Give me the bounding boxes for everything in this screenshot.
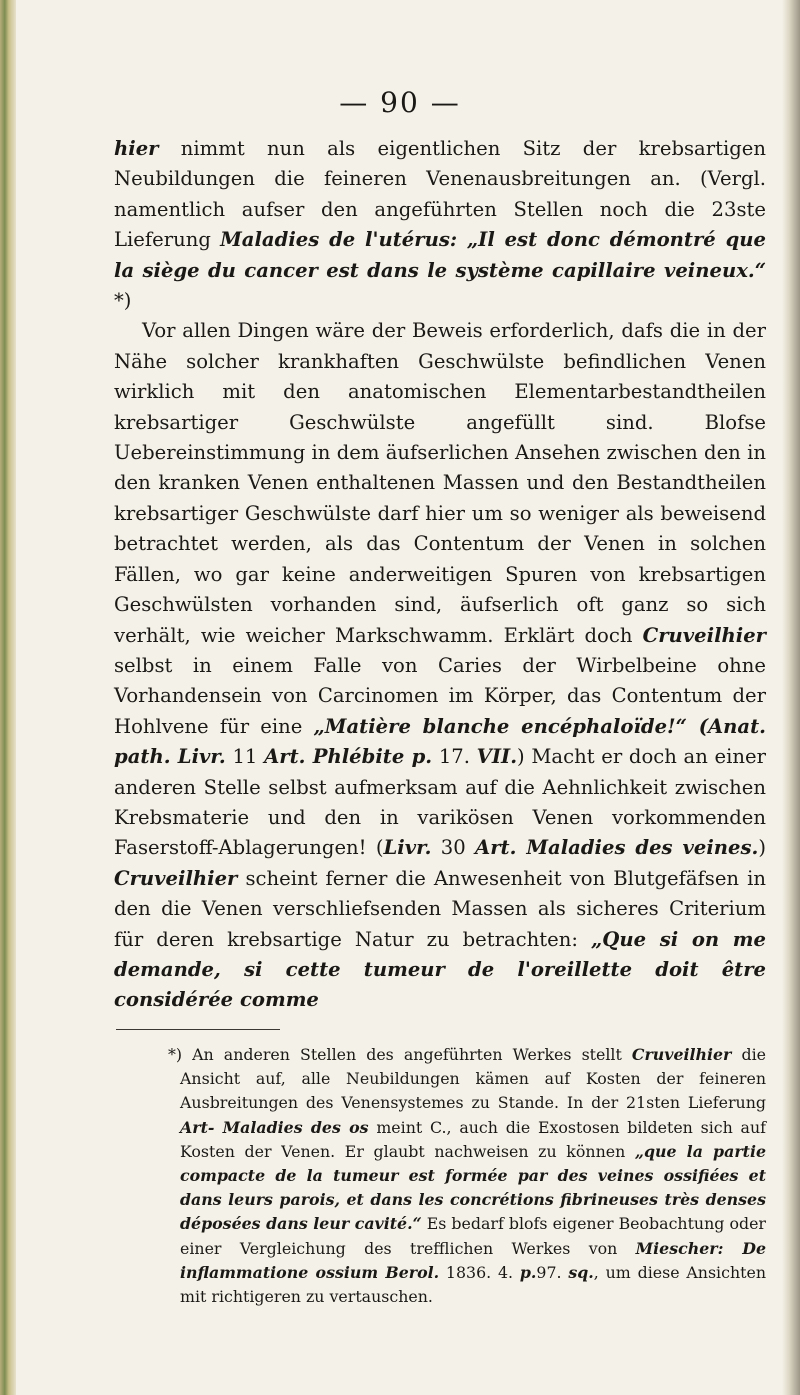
text-run: 30 [431, 836, 476, 860]
citation: Livr. [383, 836, 432, 860]
citation: p. [519, 1262, 537, 1282]
text-run: ) [758, 836, 766, 860]
paragraph-1 [114, 134, 766, 316]
text-run: selbst in einem Falle von Caries der Wirbelbeine ohne Vorhandensein von Carcinomen im Körper, das Contentum der Hohlvene für eine [114, 653, 766, 738]
text-run: Es bedarf blofs eigener Beobachtung oder einer Vergleichung des trefflichen Werkes von [180, 1214, 766, 1258]
footnote-marker: *) [114, 289, 132, 313]
citation: „Matière blanche encéphaloïde!“ (Anat. path. Livr. [114, 714, 766, 769]
text-run: 11 [225, 745, 265, 769]
footnote-paragraph [168, 1043, 766, 1309]
citation: Miescher: De inflammatione ossium Berol. [180, 1238, 766, 1282]
citation: sq. [568, 1262, 594, 1282]
french-quote: Maladies de l'utérus: „Il est donc démontré que la siège du cancer est dans le système capillaire veineux.“ [114, 228, 766, 282]
footnote-separator [116, 1029, 280, 1030]
text-run: die Ansicht auf, alle Neubildungen kämen auf Kosten der feineren Ausbreitungen des Venensystemes zu Stande. In der 21sten Lieferung [180, 1045, 766, 1113]
french-quote: „Que si on me demande, si cette tumeur de l'oreillette doit être considérée comme [114, 927, 766, 1012]
text-run: meint C., auch die Exostosen bildeten sich auf Kosten der Venen. Er glaubt nachweisen zu können [180, 1117, 766, 1161]
book-binding-edge [0, 0, 16, 1395]
author-name: Cruveilhier [631, 1045, 732, 1064]
text-run: 97. [536, 1262, 569, 1282]
citation: Art- Maladies des os [180, 1117, 369, 1137]
text-run: , um diese Ansichten mit richtigeren zu vertauschen. [180, 1262, 766, 1307]
text-run: *) An anderen Stellen des angeführten Werkes stellt [168, 1045, 632, 1064]
text-run: 1836. 4. [439, 1262, 520, 1282]
page-right-edge [782, 0, 800, 1395]
citation: Art. Phlébite p. [264, 745, 433, 769]
text-run: 17. [432, 745, 477, 769]
footnote [168, 1043, 766, 1309]
main-text [114, 134, 766, 1016]
citation: Art. Maladies des veines. [475, 836, 759, 860]
author-name: Cruveilhier [114, 866, 238, 890]
french-quote: „que la partie compacte de la tumeur est formée par des veines ossifiées et dans leurs parois, et dans les concrétions fibrineuses très denses déposées dans leur cavité.“ [180, 1141, 766, 1234]
text-run: nimmt nun als eigentlichen Sitz der krebsartigen Neubildungen die feineren Venenausbreitungen an. (Vergl. namentlich aufser den angeführten Stellen noch die 23ste Lieferung [114, 137, 766, 252]
page-number: — 90 — [339, 86, 461, 119]
text-run: Vor allen Dingen wäre der Beweis erforderlich, dafs die in der Nähe solcher krankhaften Geschwülste befindlichen Venen wirklich mit den anatomischen Elementarbestandtheilen krebsartiger Geschwülste angefüllt sind. Blofse Uebereinstimmung in dem äufserlichen Ansehen zwischen den in den kranken Venen enthaltenen Massen und den Bestandtheilen krebsartiger Geschwülste darf hier um so weniger als beweisend betrachtet werden, als das Contentum der Venen in solchen Fällen, wo gar keine anderweitigen Spuren von krebsartigen Geschwülsten vorhanden sind, äufserlich oft ganz so sich verhält, wie weicher Markschwamm. Erklärt doch [114, 319, 766, 647]
author-name: Cruveilhier [642, 623, 766, 647]
text-run: scheint ferner die Anwesenheit von Blutgefäfsen in den die Venen verschliefsenden Massen als sicheres Criterium für deren krebsartige Natur zu betrachten: [114, 866, 766, 951]
text-run: ) Macht er doch an einer anderen Stelle selbst aufmerksam auf die Aehnlichkeit zwischen Krebsmaterie und den in varikösen Venen vorkommenden Faserstoff-Ablagerungen! ( [114, 745, 766, 860]
citation: VII. [476, 745, 518, 769]
emphasis: hier [114, 137, 159, 160]
paragraph-2 [114, 316, 766, 1015]
